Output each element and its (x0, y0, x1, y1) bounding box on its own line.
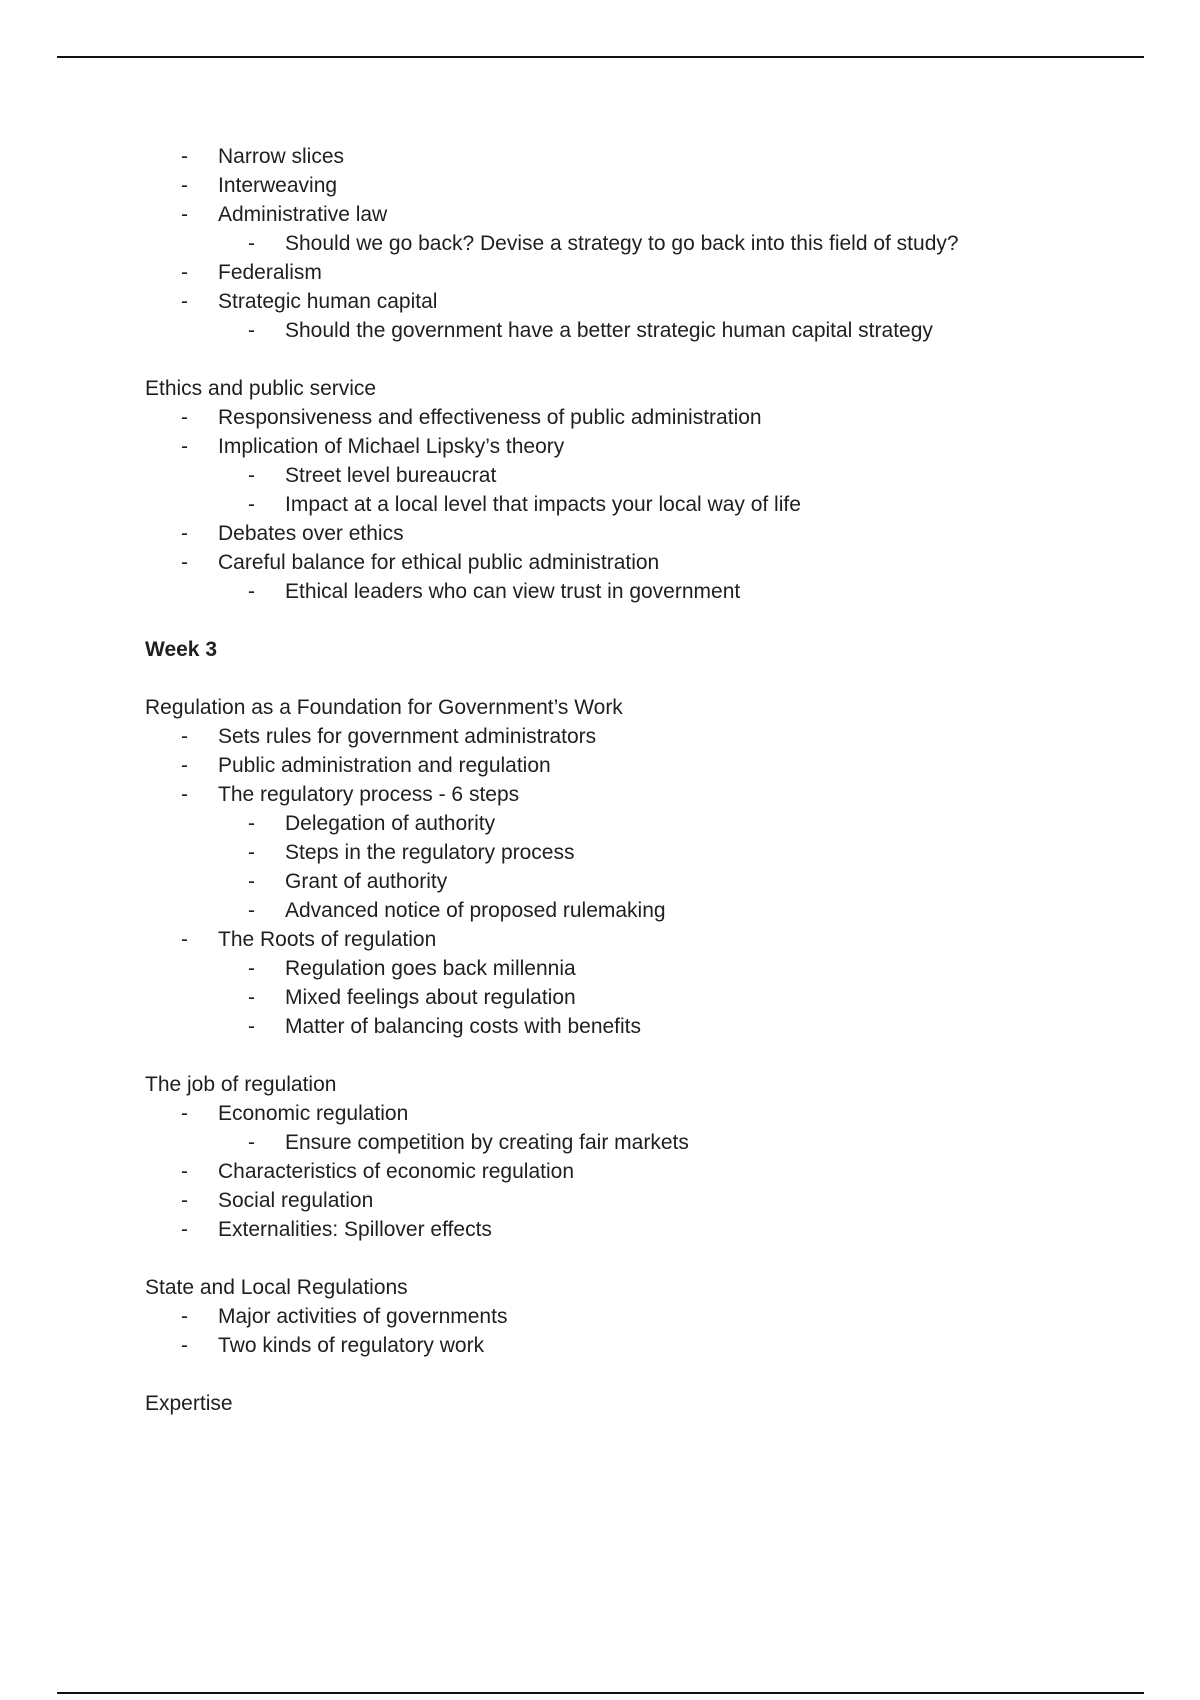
section-heading: State and Local Regulations (145, 1276, 408, 1299)
footer-rule (57, 1692, 1144, 1694)
notes-section (145, 1389, 1145, 1418)
sub-bullet-list (212, 1128, 1145, 1157)
sub-bullet-item: - Impact at a local level that impacts your local way of life (212, 490, 1145, 519)
sub-bullet-item: - Ethical leaders who can view trust in government (212, 577, 1145, 606)
notes-section (145, 1273, 1145, 1360)
bullet-text: Careful balance for ethical public administration (218, 551, 660, 574)
bullet-item (145, 1157, 1145, 1186)
sub-bullet-item: - Matter of balancing costs with benefits (212, 1012, 1145, 1041)
bullet-item (145, 1302, 1145, 1331)
bullet-item (145, 1099, 1145, 1157)
bullet-item (145, 1215, 1145, 1244)
sub-bullet-list (212, 229, 1145, 258)
notes-body (145, 142, 1145, 1447)
bullet-item (145, 548, 1145, 606)
header-rule (57, 56, 1144, 58)
bullet-item (145, 1186, 1145, 1215)
bullet-text: Administrative law (218, 203, 388, 226)
sub-bullet-item: - Steps in the regulatory process (212, 838, 1145, 867)
sub-bullet-list (212, 809, 1145, 925)
bullet-item (145, 519, 1145, 548)
notes-section (145, 635, 1145, 664)
bullet-item (145, 432, 1145, 519)
sub-bullet-list (212, 577, 1145, 606)
bullet-text: Social regulation (218, 1189, 374, 1212)
bullet-text: Economic regulation (218, 1102, 409, 1125)
sub-bullet-item: - Ensure competition by creating fair markets (212, 1128, 1145, 1157)
sub-bullet-item: - Street level bureaucrat (212, 461, 1145, 490)
bullet-item (145, 780, 1145, 925)
sub-bullet-item: - Advanced notice of proposed rulemaking (212, 896, 1145, 925)
sub-bullet-list (212, 461, 1145, 519)
bullet-text: Characteristics of economic regulation (218, 1160, 574, 1183)
bullet-text: The regulatory process - 6 steps (218, 783, 520, 806)
sub-bullet-item: - Grant of authority (212, 867, 1145, 896)
section-heading: The job of regulation (145, 1073, 337, 1096)
bullet-text: Two kinds of regulatory work (218, 1334, 485, 1357)
bullet-text: Sets rules for government administrators (218, 725, 597, 748)
bullet-list (145, 722, 1145, 1041)
sub-bullet-list (212, 316, 1145, 345)
bullet-text: Responsiveness and effectiveness of public administration (218, 406, 762, 429)
section-heading: Expertise (145, 1392, 233, 1415)
bullet-text: Narrow slices (218, 145, 345, 168)
section-heading: Ethics and public service (145, 377, 377, 400)
bullet-item (145, 403, 1145, 432)
sub-bullet-item: - Should we go back? Devise a strategy to go back into this field of study? (212, 229, 1145, 258)
bullet-text: Public administration and regulation (218, 754, 551, 777)
bullet-list (145, 1302, 1145, 1360)
sub-bullet-list (212, 954, 1145, 1041)
bullet-text: Implication of Michael Lipsky’s theory (218, 435, 565, 458)
bullet-item (145, 722, 1145, 751)
bullet-list (145, 142, 1145, 345)
bullet-item (145, 287, 1145, 345)
sub-bullet-item: - Delegation of authority (212, 809, 1145, 838)
notes-section (145, 374, 1145, 606)
sub-bullet-item: - Should the government have a better strategic human capital strategy (212, 316, 1145, 345)
bullet-text: Federalism (218, 261, 322, 284)
bullet-text: Debates over ethics (218, 522, 404, 545)
section-heading: Regulation as a Foundation for Government’s Work (145, 696, 623, 719)
bullet-item (145, 258, 1145, 287)
notes-section (145, 693, 1145, 1041)
bullet-text: Strategic human capital (218, 290, 438, 313)
bullet-item (145, 925, 1145, 1041)
notes-section (145, 142, 1145, 345)
bullet-item (145, 1331, 1145, 1360)
bullet-item (145, 171, 1145, 200)
sub-bullet-item: - Regulation goes back millennia (212, 954, 1145, 983)
notes-section (145, 1070, 1145, 1244)
week-heading: Week 3 (145, 638, 217, 661)
bullet-item (145, 142, 1145, 171)
bullet-text: Interweaving (218, 174, 338, 197)
bullet-text: Externalities: Spillover effects (218, 1218, 492, 1241)
bullet-list (145, 403, 1145, 606)
bullet-list (145, 1099, 1145, 1244)
bullet-item (145, 751, 1145, 780)
bullet-item (145, 200, 1145, 258)
bullet-text: The Roots of regulation (218, 928, 437, 951)
sub-bullet-item: - Mixed feelings about regulation (212, 983, 1145, 1012)
bullet-text: Major activities of governments (218, 1305, 508, 1328)
